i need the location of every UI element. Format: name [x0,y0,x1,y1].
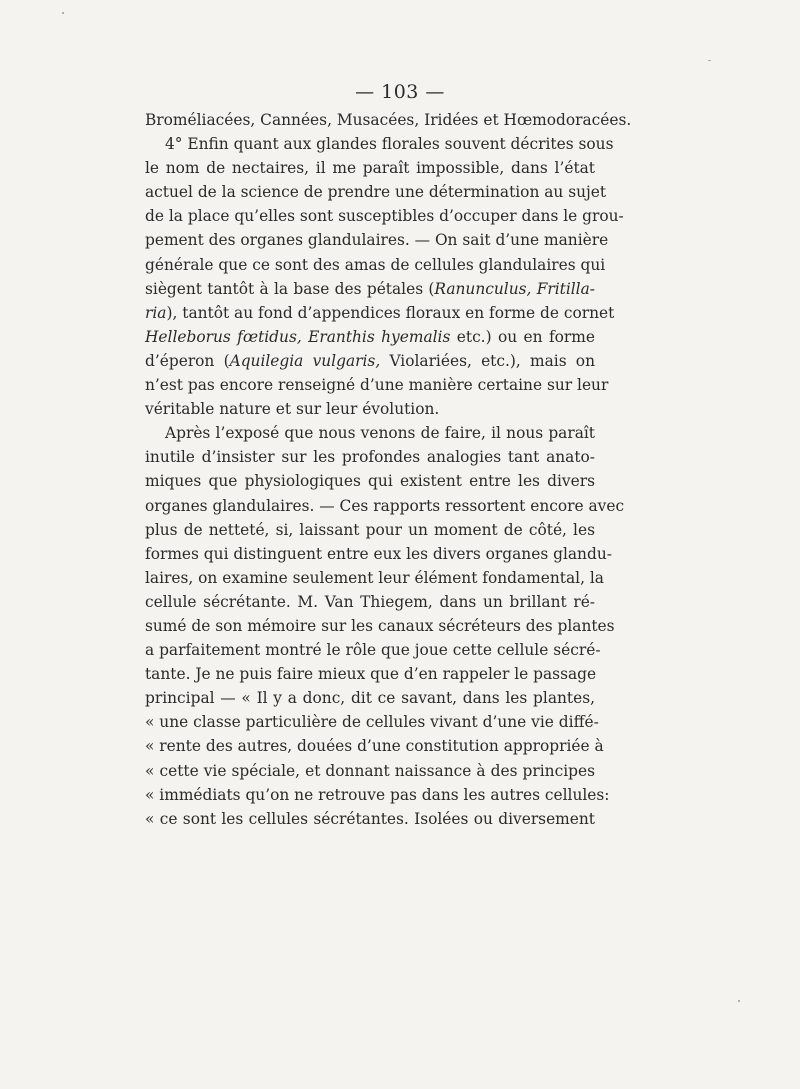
text-line [145,204,624,228]
text-run: siègent tantôt à la base des pétales ( [145,279,435,298]
text-run: véritable nature et sur leur évolution. [145,400,440,419]
text-line [145,156,595,180]
text-line [145,542,612,566]
text-run: principal — « Il y a donc, dit ce savant, dans les plantes, [145,689,595,708]
text-line [145,662,595,686]
text-line [145,228,609,252]
text-line [145,108,632,132]
paper-speck [62,12,64,14]
text-line [145,710,599,734]
text-run: Violariées, etc.), mais on [380,351,595,370]
text-line [145,759,595,783]
text-run: inutile d’insister sur les profondes analogies tant anato- [145,448,595,467]
text-run: « une classe particulière de cellules vivant d’une vie diffé- [145,713,599,732]
text-line [145,807,595,831]
text-run: sumé de son mémoire sur les canaux sécréteurs des plantes [145,616,615,635]
text-line [145,783,610,807]
text-run: n’est pas encore renseigné d’une manière certaine sur leur [145,376,609,395]
text-line [145,590,595,614]
text-run: « immédiats qu’on ne retrouve pas dans les autres cellules: [145,785,610,804]
text-line [145,301,615,325]
text-run: le nom de nectaires, il me paraît impossible, dans l’état [145,159,595,178]
text-line [145,518,595,542]
text-line [145,566,604,590]
text-run: a parfaitement montré le rôle que joue cette cellule sécré- [145,641,601,660]
italic-text: Aquilegia vulgaris, [229,351,381,370]
text-run: « rente des autres, douées d’une constitution appropriée à [145,737,604,756]
italic-text: ria [145,303,167,322]
text-line [145,494,625,518]
text-line [145,445,595,469]
body-text [145,108,632,831]
text-run: ), tantôt au fond d’appendices floraux en forme de cornet [166,303,615,322]
text-run: Après l’exposé que nous venons de faire, il nous paraît [165,424,595,443]
text-run: de la place qu’elles sont susceptibles d’occuper dans le grou- [145,207,624,226]
text-line [145,469,595,493]
paper-speck [738,1000,740,1002]
text-line [145,373,609,397]
text-run: cellule sécrétante. M. Van Thiegem, dans un brillant ré- [145,592,595,611]
text-run: miques que physiologiques qui existent entre les divers [145,472,595,491]
text-run: plus de netteté, si, laissant pour un moment de côté, les [145,520,595,539]
text-run: « ce sont les cellules sécrétantes. Isolées ou diversement [145,809,595,828]
text-run: « cette vie spéciale, et donnant naissance à des principes [145,761,595,780]
page-number: — 103 — [355,81,445,103]
text-run: organes glandulaires. — Ces rapports ressortent encore avec [145,496,625,515]
text-line [145,325,595,349]
text-run: actuel de la science de prendre une détermination au sujet [145,183,607,202]
text-run: formes qui distinguent entre eux les divers organes glandu- [145,544,612,563]
text-run: tante. Je ne puis faire mieux que d’en rappeler le passage [145,665,597,684]
text-line [145,277,595,301]
text-line [145,421,595,445]
text-line [145,253,606,277]
text-line [145,397,595,421]
text-line [145,614,615,638]
text-run: laires, on examine seulement leur élément fondamental, la [145,568,604,587]
text-line [145,349,595,373]
text-line [145,180,607,204]
text-run: générale que ce sont des amas de cellules glandulaires qui [145,255,606,274]
italic-text: Ranunculus, Fritilla- [434,279,595,298]
text-line [145,132,614,156]
text-run: pement des organes glandulaires. — On sait d’une manière [145,231,609,250]
text-run: etc.) ou en forme [450,327,595,346]
paper-speck [708,60,711,61]
text-run: d’éperon ( [145,351,230,370]
text-line [145,686,595,710]
italic-text: Helleborus fœtidus, Eranthis hyemalis [145,327,451,346]
text-run: Broméliacées, Cannées, Musacées, Iridées et Hœmodoracées. [145,111,632,129]
text-line [145,734,604,758]
text-run: 4° Enfin quant aux glandes florales souvent décrites sous [165,135,614,154]
text-line [145,638,601,662]
